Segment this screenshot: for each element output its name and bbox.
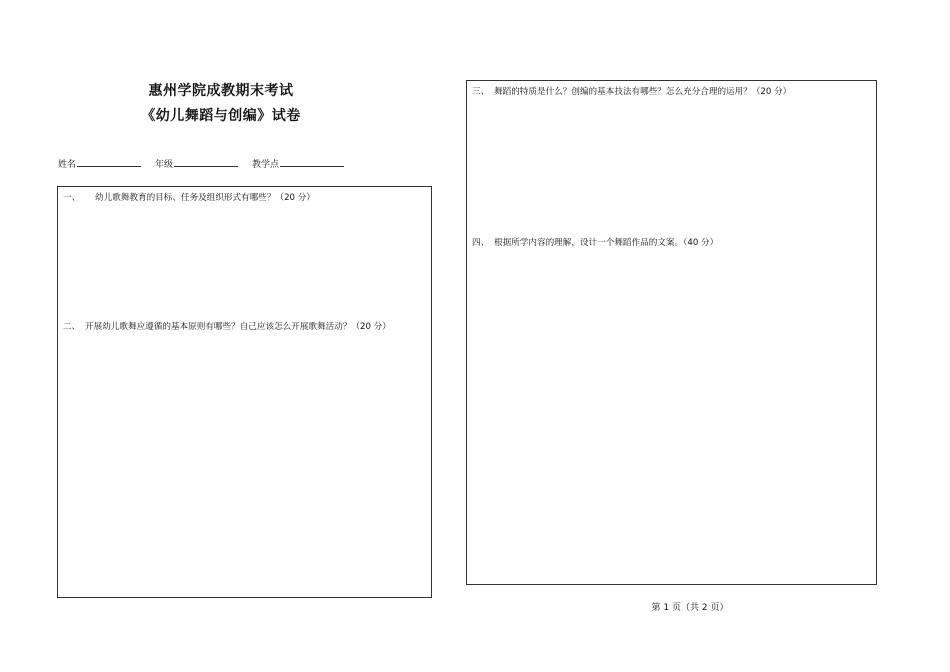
- question-number: 三、: [472, 87, 490, 97]
- grade-blank[interactable]: [174, 156, 238, 167]
- site-blank[interactable]: [280, 156, 344, 167]
- question-number: 四、: [472, 238, 490, 248]
- question-text: 开展幼儿歌舞应遵循的基本原则有哪些？自己应该怎么开展歌舞活动？（20 分）: [85, 322, 391, 332]
- question-1: [63, 191, 315, 203]
- exam-title: 惠州学院成教期末考试: [148, 83, 294, 99]
- exam-subtitle: 《幼儿舞蹈与创编》试卷: [141, 108, 301, 124]
- name-blank[interactable]: [77, 156, 141, 167]
- student-info-row: [58, 156, 358, 170]
- question-number: 一、: [63, 193, 81, 203]
- question-number: 二、: [63, 322, 81, 332]
- question-2: [63, 320, 391, 332]
- question-4: [472, 236, 718, 248]
- name-field[interactable]: [58, 156, 141, 170]
- answer-box-right[interactable]: [466, 80, 877, 585]
- question-text: 幼儿歌舞教育的目标、任务及组织形式有哪些？（20 分）: [95, 193, 315, 203]
- grade-label: 年级: [155, 160, 174, 170]
- question-3: [472, 85, 791, 97]
- grade-field[interactable]: [155, 156, 238, 170]
- site-field[interactable]: [252, 156, 344, 170]
- page-number: 第 1 页（共 2 页）: [651, 603, 729, 613]
- answer-box-left[interactable]: [57, 186, 432, 598]
- site-label: 教学点: [252, 160, 280, 170]
- question-text: 根据所学内容的理解，设计一个舞蹈作品的文案。（40 分）: [494, 238, 719, 248]
- name-label: 姓名: [58, 160, 77, 170]
- question-text: 舞蹈的特质是什么？创编的基本技法有哪些？怎么充分合理的运用？（20 分）: [494, 87, 792, 97]
